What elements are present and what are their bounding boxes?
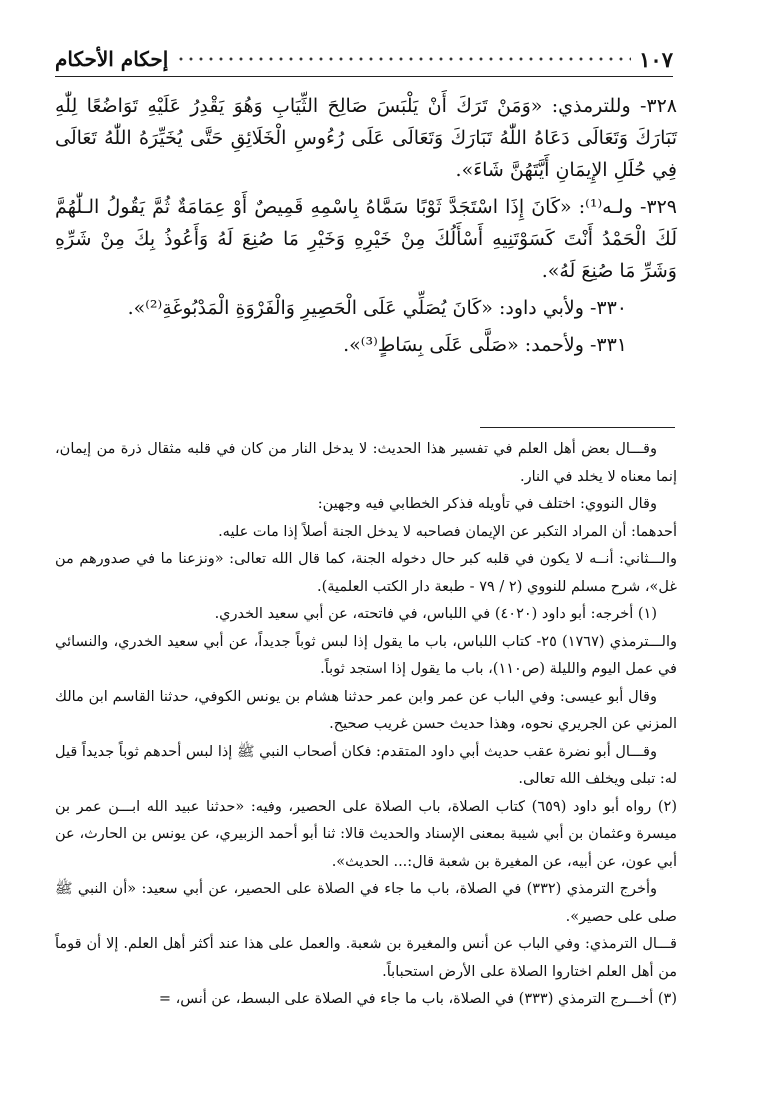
hadith-330: ٣٣٠- ولأبي داود: «كَانَ يُصَلِّي عَلَى الْحَصِيرِ وَالْفَرْوَةِ الْمَدْبُوغَةِ⁽²⁾».	[127, 297, 627, 319]
running-header	[55, 42, 673, 77]
main-text	[55, 90, 677, 366]
footnote-paragraph: قـــال الترمذي: وفي الباب عن أنس والمغيرة بن شعبة. والعمل على هذا عند أكثر أهل العلم. إلا أن قوماً من أهل العلم اختاروا الصلاة على الأرض استحباباً.	[55, 936, 677, 980]
book-title: إحكام الأحكام	[55, 47, 169, 71]
footnote-paragraph: والـــثاني: أنــه لا يكون في قلبه كبر حال دخوله الجنة، كما قال الله تعالى: «ونزعنا ما في صدورهم من غل»، شرح مسلم للنووي (٢ / ٧٩ - طبعة دار الكتب العلمية).	[55, 551, 677, 595]
footnote-paragraph: وأخرج الترمذي (٣٣٢) في الصلاة، باب ما جاء في الصلاة على الحصير، عن أبي سعيد: «أن النبي ﷺ صلى على حصير».	[55, 881, 677, 925]
footnote-paragraph: أحدهما: أن المراد التكبر عن الإيمان فصاحبه لا يدخل الجنة أصلاً إذا مات عليه.	[218, 523, 677, 540]
footnote-paragraph: وقـــال بعض أهل العلم في تفسير هذا الحديث: لا يدخل النار من كان في قلبه مثقال ذرة من إيمان، إنما معناه لا يخلد في النار.	[55, 441, 677, 485]
footnote-1: (١) أخرجه: أبو داود (٤٠٢٠) في اللباس، في فاتحته، عن أبي سعيد الخدري.	[214, 606, 657, 622]
footnote-3: (٣) أخـــرج الترمذي (٣٣٣) في الصلاة، باب ما جاء في الصلاة على البسط، عن أنس، =	[158, 991, 677, 1007]
footnote-paragraph: وقال أبو عيسى: وفي الباب عن عمر وابن عمر حدثنا هشام بن يونس الكوفي، حدثنا القاسم ابن مالك المزني عن الجريري نحوه، وهذا حديث حسن غريب صحيح.	[55, 688, 677, 732]
hadith-328: ٣٢٨- وللترمذي: «وَمَنْ تَرَكَ أَنْ يَلْبَسَ صَالِحَ الثِّيَابِ وَهُوَ يَقْدِرُ عَلَيْهِ تَوَاضُعًا لِلّٰهِ تَبَارَكَ وَتَعَالَى دَعَاهُ اللّٰهُ تَبَارَكَ وَتَعَالَى عَلَى رُءُوسِ الْخَلَائِقِ حَتَّى يُخَيِّرَهُ اللّٰهُ تَعَالَى فِي حُلَلِ الإِيمَانِ أَيَّتَهُنَّ شَاءَ».	[55, 95, 677, 181]
footnotes	[55, 436, 677, 1014]
footnote-separator	[480, 427, 675, 428]
footnote-2: (٢) رواه أبو داود (٦٥٩) كتاب الصلاة، باب الصلاة على الحصير، وفيه: «حدثنا عبيد الله ابـــن عمر بن ميسرة وعثمان بن أبي شيبة بمعنى الإسناد والحديث قالا: ثنا أبو أحمد الزبيري، عن يونس بن الحارث، عن أبي عون، عن أبيه، عن المغيرة بن شعبة قال:... الحديث».	[55, 798, 677, 870]
footnote-paragraph: وقال النووي: اختلف في تأويله فذكر الخطابي فيه وجهين:	[317, 496, 657, 512]
footnote-paragraph: والـــترمذي (١٧٦٧) ٢٥- كتاب اللباس، باب ما يقول إذا لبس ثوباً جديداً، عن أبي سعيد الخدري، والنسائي في عمل اليوم والليلة (ص١١٠)، باب ما يقول إذا استجد ثوباً.	[55, 633, 677, 677]
header-dot-leader	[176, 57, 631, 61]
footnote-paragraph: وقـــال أبو نضرة عقب حديث أبي داود المتقدم: فكان أصحاب النبي ﷺ إذا لبس أحدهم ثوباً جديداً قيل له: تبلى ويخلف الله تعالى.	[55, 743, 677, 787]
hadith-329: ٣٢٩- ولـه⁽¹⁾: «كَانَ إِذَا اسْتَجَدَّ ثَوْبًا سَمَّاهُ بِاسْمِهِ قَمِيصٌ أَوْ عِمَامَةٌ ثُمَّ يَقُولُ الـلّٰهُمَّ لَكَ الْحَمْدُ أَنْتَ كَسَوْتَنِيهِ أَسْأَلُكَ مِنْ خَيْرِهِ وَخَيْرِ مَا صُنِعَ لَهُ وَأَعُوذُ بِكَ مِنْ شَرِّهِ وَشَرِّ مَا صُنِعَ لَهُ».	[55, 196, 677, 282]
hadith-331: ٣٣١- ولأحمد: «صَلَّى عَلَى بِسَاطٍ⁽³⁾».	[343, 334, 627, 356]
page-number: ١٠٧	[639, 46, 673, 72]
